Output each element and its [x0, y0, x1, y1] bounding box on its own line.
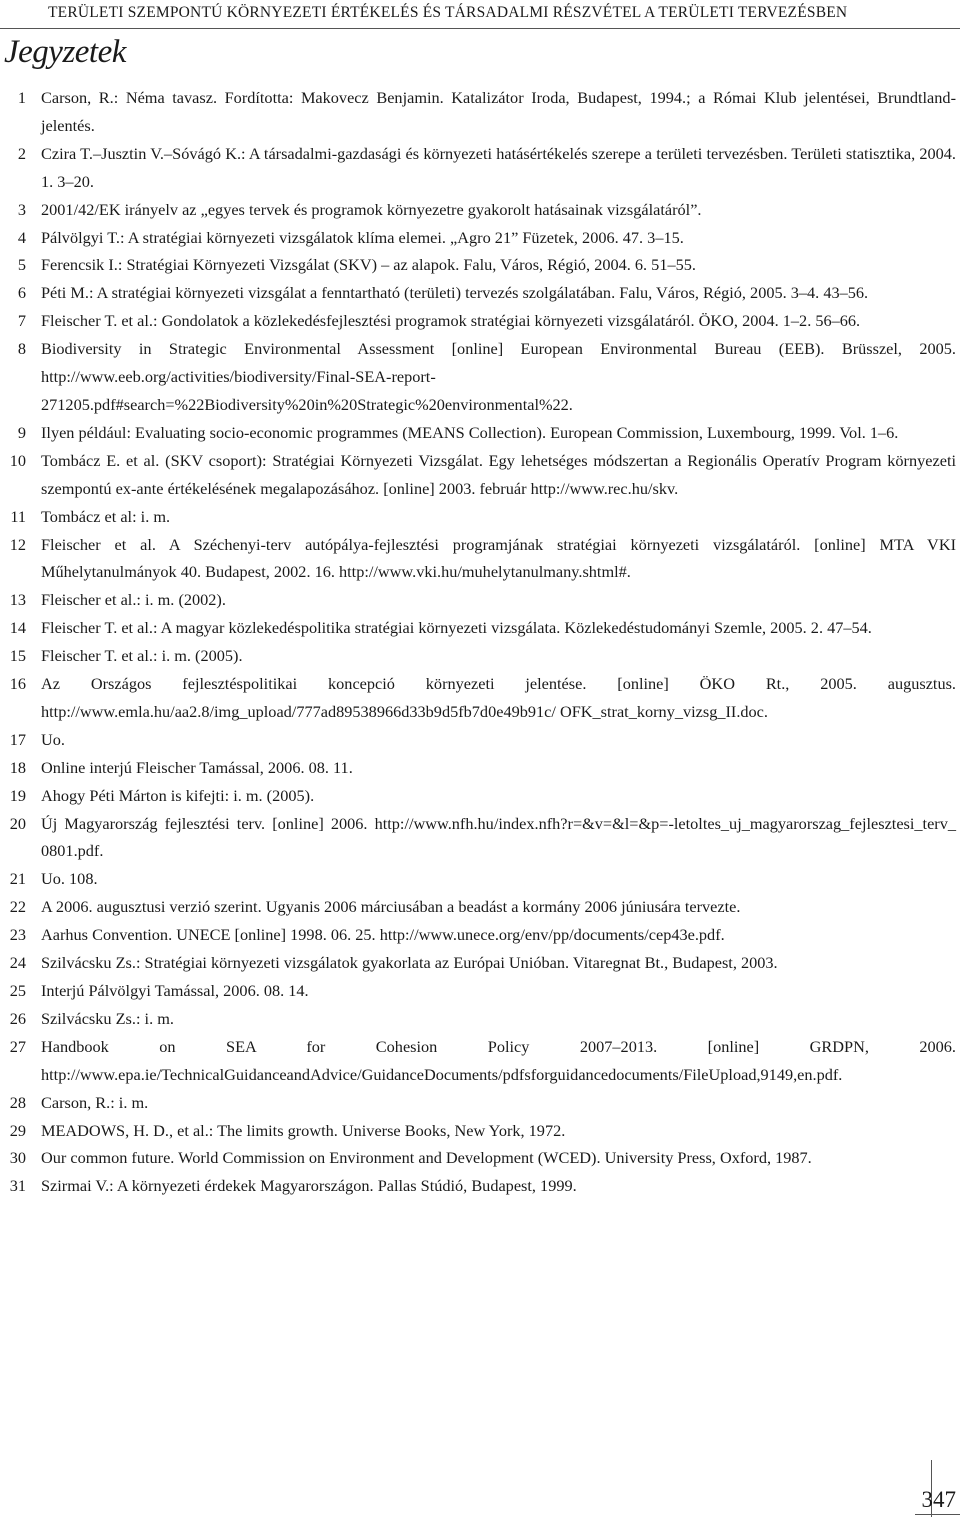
endnote-number: 18 — [9, 757, 26, 777]
endnote-text: Az Országos fejlesztéspolitikai koncepció környezeti jelentése. [online] ÖKO Rt., 2005. augusztus. http://www.emla.hu/aa2.8/img_upload/777ad89538966d33b9d5fb7d0e49b91c/ OFK_strat_korny_vizsg_II.doc. — [41, 674, 956, 721]
endnote-number: 11 — [10, 506, 26, 526]
endnote-number: 24 — [9, 953, 26, 973]
endnote-7 — [0, 307, 956, 335]
endnote-text: Ahogy Péti Márton is kifejti: i. m. (2005). — [41, 785, 315, 805]
endnote-number: 15 — [9, 646, 26, 666]
endnote-6 — [0, 279, 956, 307]
endnote-text: Online interjú Fleischer Tamással, 2006. 08. 11. — [41, 757, 353, 777]
endnote-text: Biodiversity in Strategic Environmental Assessment [online] European Environmental Bureau (EEB). Brüsszel, 2005. http://www.eeb.org/activities/biodiversity/Final-SEA-report-271205.pdf#search=%22Biodiversity%20in%20Strategic%20environmental%22. — [41, 339, 956, 414]
endnote-text: Új Magyarország fejlesztési terv. [online] 2006. http://www.nfh.hu/index.nfh?r=&v=&l=&p=-letoltes_uj_magyarorszag_fejlesztesi_terv_ 0801.pdf. — [41, 813, 956, 861]
endnote-number: 4 — [17, 227, 26, 247]
endnote-number: 19 — [9, 785, 26, 805]
endnote-number: 5 — [17, 255, 26, 275]
endnote-13 — [0, 586, 956, 614]
endnote-29 — [0, 1117, 956, 1145]
endnote-text: Szirmai V.: A környezeti érdekek Magyarországon. Pallas Stúdió, Budapest, 1999. — [41, 1176, 577, 1196]
endnote-text: Tombácz et al: i. m. — [41, 506, 171, 526]
endnote-number: 8 — [17, 339, 26, 359]
endnote-number: 26 — [9, 1008, 26, 1028]
endnote-15 — [0, 642, 956, 670]
endnote-number: 23 — [9, 925, 26, 945]
endnote-text: Pálvölgyi T.: A stratégiai környezeti vizsgálatok klíma elemei. „Agro 21” Füzetek, 2006. 47. 3–15. — [41, 227, 684, 247]
endnote-text: 2001/42/EK irányelv az „egyes tervek és programok környezetre gyakorolt hatásainak vizsgálatáról”. — [41, 199, 702, 219]
header-rule — [0, 28, 960, 29]
endnote-number: 14 — [9, 618, 26, 638]
endnote-text: Fleischer et al.: i. m. (2002). — [41, 590, 226, 610]
endnote-text: Szilvácsku Zs.: i. m. — [41, 1008, 174, 1028]
footer-rule — [915, 1514, 960, 1515]
endnote-number: 7 — [17, 311, 26, 331]
endnote-1 — [0, 84, 956, 140]
endnote-number: 31 — [9, 1176, 26, 1196]
endnote-text: Fleischer T. et al.: A magyar közlekedéspolitika stratégiai környezeti vizsgálata. Közlekedéstudományi Szemle, 2005. 2. 47–54. — [41, 618, 872, 638]
endnote-5 — [0, 251, 956, 279]
endnote-3 — [0, 196, 956, 224]
running-header: TERÜLETI SZEMPONTÚ KÖRNYEZETI ÉRTÉKELÉS ÉS TÁRSADALMI RÉSZVÉTEL A TERÜLETI TERVEZÉSBEN — [48, 4, 848, 21]
endnote-number: 12 — [9, 534, 26, 554]
endnote-14 — [0, 614, 956, 642]
endnote-text: Tombácz E. et al. (SKV csoport): Stratégiai Környezeti Vizsgálat. Egy lehetséges módszertan a Regionális Operatív Program környezeti szempontú ex-ante értékelésének megalapozásához. [online] 2003. február http://www.rec.hu/skv. — [41, 450, 956, 498]
endnote-number: 21 — [9, 869, 26, 889]
endnote-text: Szilvácsku Zs.: Stratégiai környezeti vizsgálatok gyakorlata az Európai Unióban. Vitaregnat Bt., Budapest, 2003. — [41, 953, 778, 973]
endnote-26 — [0, 1005, 956, 1033]
endnote-23 — [0, 921, 956, 949]
endnote-text: Carson, R.: Néma tavasz. Fordította: Makovecz Benjamin. Katalizátor Iroda, Budapest, 1994.; a Római Klub jelentései, Brundtland-jelentés. — [41, 88, 956, 135]
endnote-text: Our common future. World Commission on Environment and Development (WCED). University Press, Oxford, 1987. — [41, 1148, 812, 1168]
endnote-number: 10 — [9, 450, 26, 470]
endnote-24 — [0, 949, 956, 977]
endnote-text: MEADOWS, H. D., et al.: The limits growth. Universe Books, New York, 1972. — [41, 1120, 566, 1140]
endnote-number: 20 — [9, 813, 26, 833]
endnote-25 — [0, 977, 956, 1005]
endnote-text: Interjú Pálvölgyi Tamással, 2006. 08. 14. — [41, 981, 309, 1000]
endnote-30 — [0, 1144, 956, 1172]
endnote-18 — [0, 754, 956, 782]
section-title: Jegyzetek — [4, 34, 126, 70]
endnote-19 — [0, 782, 956, 810]
endnote-20 — [0, 810, 956, 866]
endnote-text: Fleischer T. et al.: i. m. (2005). — [41, 646, 243, 666]
endnote-31 — [0, 1172, 956, 1200]
endnote-number: 13 — [9, 590, 26, 610]
endnote-9 — [0, 419, 956, 447]
endnote-number: 1 — [17, 88, 26, 107]
endnote-text: Uo. 108. — [41, 869, 98, 889]
endnote-text: A 2006. augusztusi verzió szerint. Ugyanis 2006 márciusában a beadást a kormány 2006 júniusára tervezte. — [41, 897, 741, 917]
endnote-number: 9 — [17, 422, 26, 442]
endnote-number: 28 — [9, 1092, 26, 1112]
endnote-28 — [0, 1089, 956, 1117]
endnote-number: 25 — [9, 981, 26, 1000]
endnote-text: Handbook on SEA for Cohesion Policy 2007–2013. [online] GRDPN, 2006. http://www.epa.ie/TechnicalGuidanceandAdvice/GuidanceDocuments/pdfsforguidancedocuments/FileUpload,9149,en.pdf. — [41, 1036, 956, 1084]
endnote-8 — [0, 335, 956, 419]
endnote-text: Ferencsik I.: Stratégiai Környezeti Vizsgálat (SKV) – az alapok. Falu, Város, Régió, 2004. 6. 51–55. — [41, 255, 696, 275]
endnote-4 — [0, 224, 956, 252]
endnote-number: 3 — [17, 199, 26, 219]
page-number: 347 — [921, 1487, 956, 1512]
endnote-17 — [0, 726, 956, 754]
endnote-number: 22 — [9, 897, 26, 917]
endnote-2 — [0, 140, 956, 196]
endnote-text: Czira T.–Jusztin V.–Sóvágó K.: A társadalmi-gazdasági és környezeti hatásértékelés szerepe a területi tervezésben. Területi statisztika, 2004. 1. 3–20. — [41, 143, 956, 191]
endnote-number: 16 — [9, 674, 26, 694]
endnote-12 — [0, 531, 956, 587]
endnote-number: 17 — [9, 729, 26, 749]
endnote-21 — [0, 865, 956, 893]
endnote-text: Fleischer et al. A Széchenyi-terv autópálya-fejlesztési programjának stratégiai környezeti vizsgálatáról. [online] MTA VKI Műhelytanulmányok 40. Budapest, 2002. 16. http://www.vki.hu/muhelytanulmany.shtml#. — [41, 534, 956, 582]
endnote-number: 6 — [17, 283, 26, 303]
endnotes-list — [0, 84, 956, 1200]
endnote-text: Aarhus Convention. UNECE [online] 1998. 06. 25. http://www.unece.org/env/pp/documents/cep43e.pdf. — [41, 925, 725, 945]
endnote-number: 27 — [9, 1036, 26, 1056]
endnote-text: Carson, R.: i. m. — [41, 1092, 149, 1112]
endnote-number: 29 — [9, 1120, 26, 1140]
endnote-text: Fleischer T. et al.: Gondolatok a közlekedésfejlesztési programok stratégiai környezeti vizsgálatáról. ÖKO, 2004. 1–2. 56–66. — [41, 311, 861, 331]
endnote-text: Péti M.: A stratégiai környezeti vizsgálat a fenntartható (területi) tervezés szolgálatában. Falu, Város, Régió, 2005. 3–4. 43–56. — [41, 283, 869, 303]
endnote-22 — [0, 893, 956, 921]
endnote-10 — [0, 447, 956, 503]
endnote-11 — [0, 503, 956, 531]
endnote-27 — [0, 1033, 956, 1089]
endnote-text: Ilyen például: Evaluating socio-economic programmes (MEANS Collection). European Commission, Luxembourg, 1999. Vol. 1–6. — [41, 422, 899, 442]
endnote-number: 30 — [9, 1148, 26, 1168]
endnote-number: 2 — [17, 143, 26, 163]
endnote-text: Uo. — [41, 729, 65, 749]
endnote-16 — [0, 670, 956, 726]
